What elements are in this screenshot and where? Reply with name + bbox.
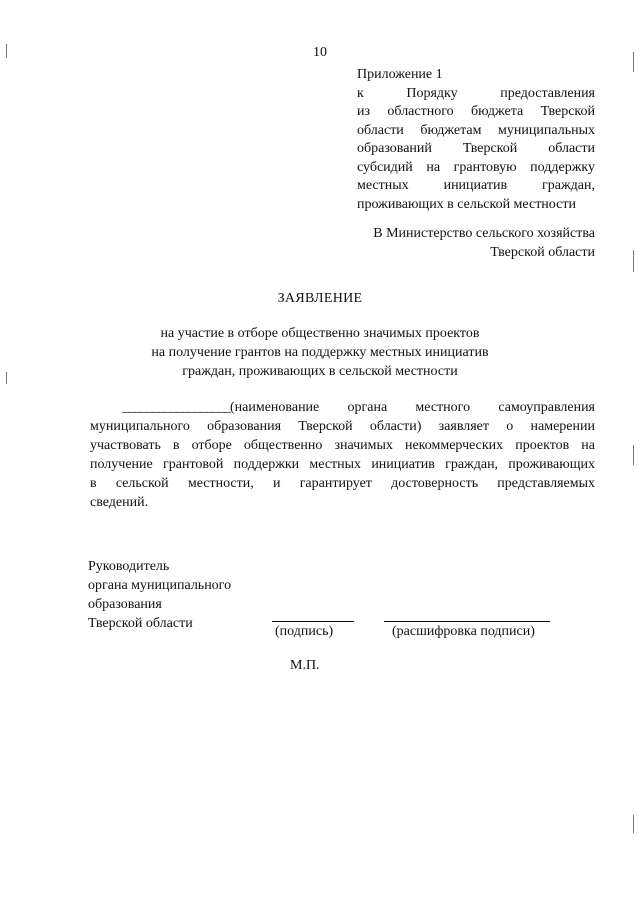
appendix-block bbox=[357, 66, 595, 214]
addressee-block bbox=[330, 224, 595, 262]
body-line: в сельской местности, и гарантирует достоверность представляемых bbox=[90, 476, 595, 491]
scan-edge-mark bbox=[6, 372, 7, 384]
body-line: сведений. bbox=[90, 495, 149, 510]
document-title: ЗАЯВЛЕНИЕ bbox=[277, 291, 363, 306]
appendix-line: субсидий на грантовую поддержку bbox=[357, 159, 595, 175]
subtitle-line: на участие в отборе общественно значимых проектов bbox=[160, 326, 480, 341]
subtitle-line: на получение грантов на поддержку местных инициатив bbox=[151, 345, 489, 360]
scan-edge-mark bbox=[6, 44, 7, 58]
scan-edge-mark bbox=[633, 52, 634, 72]
signer-line: Руководитель bbox=[88, 559, 170, 574]
body-line bbox=[90, 398, 595, 417]
appendix-line: области бюджетам муниципальных bbox=[357, 122, 595, 138]
signer-title bbox=[88, 557, 231, 633]
signer-line: образования bbox=[88, 597, 162, 612]
body-line: участвовать в отборе общественно значимых некоммерческих проектов на bbox=[90, 438, 595, 453]
signature-decode-line[interactable] bbox=[384, 621, 550, 622]
body-line-text: (наименование органа местного самоуправления bbox=[230, 400, 595, 415]
appendix-line: местных инициатив граждан, bbox=[357, 178, 595, 193]
appendix-line: Приложение 1 bbox=[357, 67, 443, 82]
body-line: получение грантовой поддержки местных инициатив граждан, проживающих bbox=[90, 457, 595, 472]
application-body bbox=[90, 398, 595, 512]
addressee-line: Тверской области bbox=[490, 245, 595, 260]
body-line: муниципального образования Тверской области) заявляет о намерении bbox=[90, 419, 595, 434]
document-subtitle bbox=[0, 324, 640, 381]
appendix-line: образований Тверской области bbox=[357, 141, 595, 156]
signature-caption: (подпись) bbox=[275, 624, 334, 639]
signer-line: Тверской области bbox=[88, 616, 193, 631]
scan-edge-mark bbox=[633, 815, 634, 833]
appendix-line: из областного бюджета Тверской bbox=[357, 104, 595, 119]
stamp-placeholder: М.П. bbox=[290, 658, 320, 673]
addressee-line: В Министерство сельского хозяйства bbox=[373, 226, 595, 241]
page-number: 10 bbox=[313, 45, 327, 60]
scan-edge-mark bbox=[633, 250, 634, 272]
signature-line[interactable] bbox=[272, 621, 354, 622]
subtitle-line: граждан, проживающих в сельской местности bbox=[182, 364, 458, 379]
scan-edge-mark bbox=[633, 445, 634, 465]
signature-decode-caption: (расшифровка подписи) bbox=[392, 624, 535, 639]
signer-line: органа муниципального bbox=[88, 578, 232, 593]
appendix-line: к Порядку предоставления bbox=[357, 85, 595, 101]
appendix-line: проживающих в сельской местности bbox=[357, 196, 576, 212]
blank-fill-field[interactable]: __________________ bbox=[122, 400, 230, 415]
